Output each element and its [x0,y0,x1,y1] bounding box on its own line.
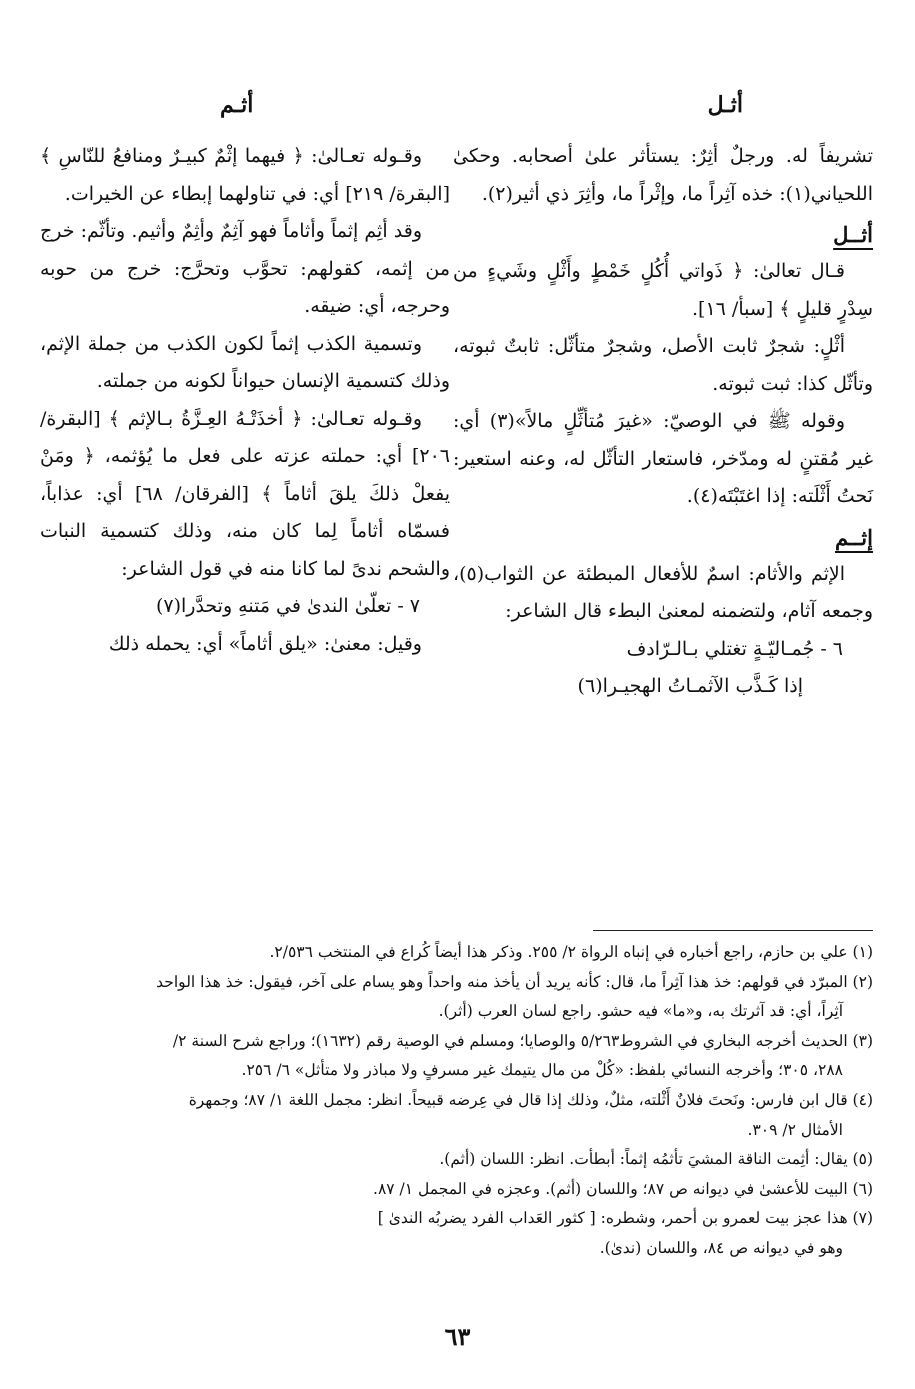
paragraph: وقوله ﷺ في الوصيّ: «غيرَ مُتأثِّلٍ مالاً»(٣) أي: غير مُقتنٍ له ومدّخر، فاستعار التأثّل له، وعنه استعير: نَحتُ أَثْلَته: إذا اغتَبْتَه(٤). [453,410,873,507]
paragraph: أثْلٍ: شجرٌ ثابت الأصل، وشجرٌ متأثّل: ثابتٌ ثبوته، وتأثّل كذا: ثبت ثبوته. [453,335,873,395]
footnote-line: (٤) قال ابن فارس: ونَحتَ فلانٌ أَثْلته، مثلٌ، وذلك إذا قال في عِرضه قبيحاً. انظر: مجمل اللغة ١/ ٨٧؛ وجمهرة [188,1090,873,1109]
footnote-line: وهو في ديوانه ص ٨٤، واللسان (ندىٰ). [599,1238,843,1257]
footnotes [38,938,873,1264]
paragraph: وقـوله تعـالىٰ: ﴿ فيهما إثْمٌ كبيـرٌ ومنافعُ للنّاسِ ﴾ [البقرة/ ٢١٩] أي: في تناولهما إبطاء عن الخيرات. [40,145,450,205]
left-column [40,138,450,663]
paragraph: تشريفاً له. ورجلٌ أثِرٌ: يستأثر علىٰ أصحابه. وحكىٰ اللحياني(١): خذه آثِراً ما، وإثْراً ما، وأثِرَ ذي أثير(٢). [453,145,873,205]
footnote-line: (٧) هذا عجز بيت لعمرو بن أحمر، وشطره: [ كثور العَداب الفرد يضربُه الندىٰ ] [377,1209,873,1228]
verse-line: إذا كَـذَّب الآثمـاتُ الهجيـرا(٦) [577,675,803,697]
footnote-line: (٦) البيت للأعشىٰ في ديوانه ص ٨٧؛ واللسان (أثم). وعجزه في المجمل ١/ ٨٧. [373,1179,873,1198]
paragraph: وقـوله تعـالىٰ: ﴿ أخذَتْـهُ العِـزَّةُ بـالإثم ﴾ [البقرة/ ٢٠٦] أي: حملته عزته على فعل ما يُؤثمه، ﴿ ومَنْ يفعلْ ذلكَ يلقَ أثاماً ﴾ [الفرقان/ ٦٨] أي: عذاباً، فسمّاه أثاماً لِما كان منه، وذلك كتسمية النبات والشحم ندىً لما كانا منه في قول الشاعر: [40,407,451,580]
paragraph: وقد أثِم إثماً وأثاماً فهو آثِمٌ وأثِمٌ وأثيم. وتأثّم: خرج من إثمه، كقولهم: تحوَّب وتحرَّج: خرج من حوبه وحرجه، أي: ضيقه. [40,220,450,317]
footnote-line: (١) علي بن حازم، راجع أخباره في إنباه الرواة ٢/ ٢٥٥. وذكر هذا أيضاً كُراع في المنتخب ٢/٥٣٦. [269,943,873,961]
footnote-line: (٣) الحديث أخرجه البخاري في الشروط٥/٢٦٣ والوصايا؛ ومسلم في الوصية رقم (١٦٣٢)؛ وراجع شرح السنة ٢/ [172,1031,873,1050]
right-column-header: أثـل [707,92,743,118]
footnote-line: الأمثال ٢/ ٣٠٩. [747,1120,843,1139]
footnote-line: (٢) المبرّد في قولهم: خذ هذا آثِراً ما، قال: كأنه يريد أن يأخذ منه واحداً وهو يسام على آخر، فيقول: خذ هذا الواحد [156,972,873,991]
entry-heading-athl: أثــل [833,222,873,247]
footnote-line: آثِراً، أي: قد آثرتك به، و«ما» فيه حشو. راجع لسان العرب (أثر). [438,1002,843,1021]
page-number: ٦٣ [444,1322,471,1351]
footnote-divider [593,930,873,931]
paragraph: قـال تعالىٰ: ﴿ ذَواتي أُكُلٍ خَمْطٍ وأَثْلٍ وشَيءٍ من سِدْرٍ قليلٍ ﴾ [سبأ/ ١٦]. [453,260,873,320]
right-column [453,138,873,706]
paragraph: وقيل: معنىٰ: «يلق أثاماً» أي: يحمله ذلك [108,632,422,655]
footnote-line: ٢٨٨، ٣٠٥؛ وأخرجه النسائي بلفظ: «كُلْ من مال يتيمك غير مسرفٍ ولا مباذر ولا متأثل» ٦/ ٢٥٦. [241,1061,843,1080]
verse-line: ٧ - تعلّىٰ الندىٰ في مَتنهِ وتحدَّرا(٧) [155,595,420,617]
left-column-header: أثـم [220,92,254,118]
verse-line: ٦ - جُمـاليّـةٍ تغتلي بـالـرّادف [626,637,843,660]
paragraph: وتسمية الكذب إثماً لكون الكذب من جملة الإثم، وذلك كتسمية الإنسان حيواناً لكونه من جملته. [40,332,450,392]
entry-heading-ithm: إثــم [835,524,873,550]
paragraph: الإثم والأثام: اسمٌ للأفعال المبطئة عن الثواب(٥)، وجمعه آثام، ولتضمنه لمعنىٰ البطء قال الشاعر: [453,562,873,622]
footnote-line: (٥) يقال: أثِمت الناقة المشيَ تأثمُه إثماً: أبطأت. انظر: اللسان (أثم). [439,1150,873,1169]
